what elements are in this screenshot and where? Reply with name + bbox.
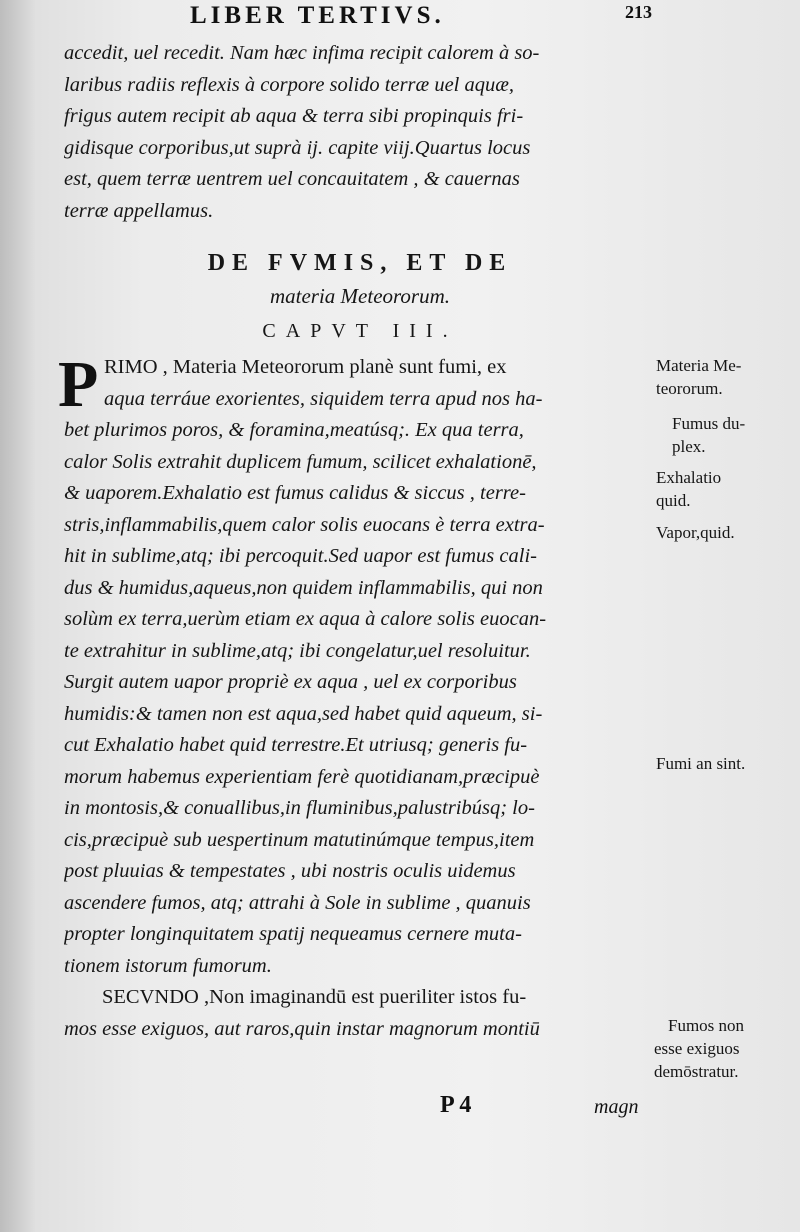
signature-mark: P 4 <box>440 1092 472 1118</box>
margin-note-exhalatio: Exhalatio quid. <box>656 468 722 510</box>
text-line: morum habemus experientiam ferè quotidianam,præcipuè <box>64 765 540 788</box>
text-line: te extrahitur in sublime,atq; ibi congelatur,uel resoluitur. <box>64 639 531 662</box>
text-line: post pluuias & tempestates , ubi nostris oculis uidemus <box>64 860 516 882</box>
text-line: humidis:& tamen non est aqua,sed habet quid aqueum, si- <box>64 702 543 725</box>
text-line: stris,inflammabilis,quem calor solis euocans è terra extra- <box>64 513 545 536</box>
text-line: ascendere fumos, atq; attrahi à Sole in sublime , quanuis <box>64 891 531 914</box>
margin-note-fumus: Fumus du- plex. <box>672 414 746 456</box>
text-line: laribus radiis reflexis à corpore solido terræ uel aquæ, <box>64 73 515 96</box>
running-head: LIBER TERTIVS. <box>190 2 445 29</box>
text-line: RIMO , Materia Meteororum planè sunt fumi, ex <box>104 356 507 378</box>
text-line: hit in sublime,atq; ibi percoquit.Sed uapor est fumus cali- <box>64 545 537 567</box>
text-line: gidisque corporibus,ut suprà ij. capite viij.Quartus locus <box>64 136 531 159</box>
text-line: & uaporem.Exhalatio est fumus calidus & siccus , terre- <box>64 482 526 504</box>
chapter-title-line1: DE FVMIS, ET DE <box>207 250 513 276</box>
gutter-shadow <box>0 0 36 1232</box>
text-line: calor Solis extrahit duplicem fumum, scilicet exhalationē, <box>64 450 537 473</box>
text-line: propter longinquitatem spatij nequeamus cernere muta- <box>64 923 522 945</box>
intro-paragraph <box>64 38 652 227</box>
text-line: cis,præcipuè sub uespertinum matutinúmque tempus,item <box>64 828 535 851</box>
text-line: accedit, uel recedit. Nam hæc infima recipit calorem à so- <box>64 42 540 64</box>
text-line: tionem istorum fumorum. <box>64 954 272 977</box>
margin-note-vapor: Vapor,quid. <box>656 523 735 542</box>
text-line: dus & humidus,aqueus,non quidem inflammabilis, qui non <box>64 576 543 599</box>
chapter-number: CAPVT III. <box>262 320 458 342</box>
chapter-title-line2: materia Meteororum. <box>269 284 451 308</box>
text-line: terræ appellamus. <box>64 199 214 222</box>
text-line: aqua terráue exorientes, siquidem terra apud nos ha- <box>104 387 543 410</box>
text-line: frigus autem recipit ab aqua & terra sibi propinquis fri- <box>64 105 524 127</box>
text-line: Surgit autem uapor propriè ex aqua , uel ex corporibus <box>64 671 517 693</box>
text-line: mos esse exiguos, aut raros,quin instar magnorum montiū <box>64 1017 540 1040</box>
margin-note-materia: Materia Me- teororum. <box>656 356 742 398</box>
margin-note-fumos: Fumos non esse exiguos demōstratur. <box>654 1016 745 1081</box>
text-line: bet plurimos poros, & foramina,meatúsq;. Ex qua terra, <box>64 419 524 441</box>
text-line: SECVNDO ,Non imaginandū est pueriliter istos fu- <box>102 986 527 1008</box>
text-line: est, quem terræ uentrem uel concauitatem , & cauernas <box>64 168 520 190</box>
drop-cap: P <box>58 348 99 421</box>
page-header <box>190 2 650 36</box>
text-line: in montosis,& conuallibus,in fluminibus,palustribúsq; lo- <box>64 797 535 819</box>
text-line: cut Exhalatio habet quid terrestre.Et utriusq; generis fu- <box>64 734 528 756</box>
page-number: 213 <box>625 2 652 22</box>
text-line: solùm ex terra,uerùm etiam ex aqua à calore solis euocan- <box>64 608 547 630</box>
catchword: magn <box>594 1096 639 1118</box>
main-paragraph <box>64 352 652 1045</box>
margin-note-fumi: Fumi an sint. <box>656 754 746 773</box>
